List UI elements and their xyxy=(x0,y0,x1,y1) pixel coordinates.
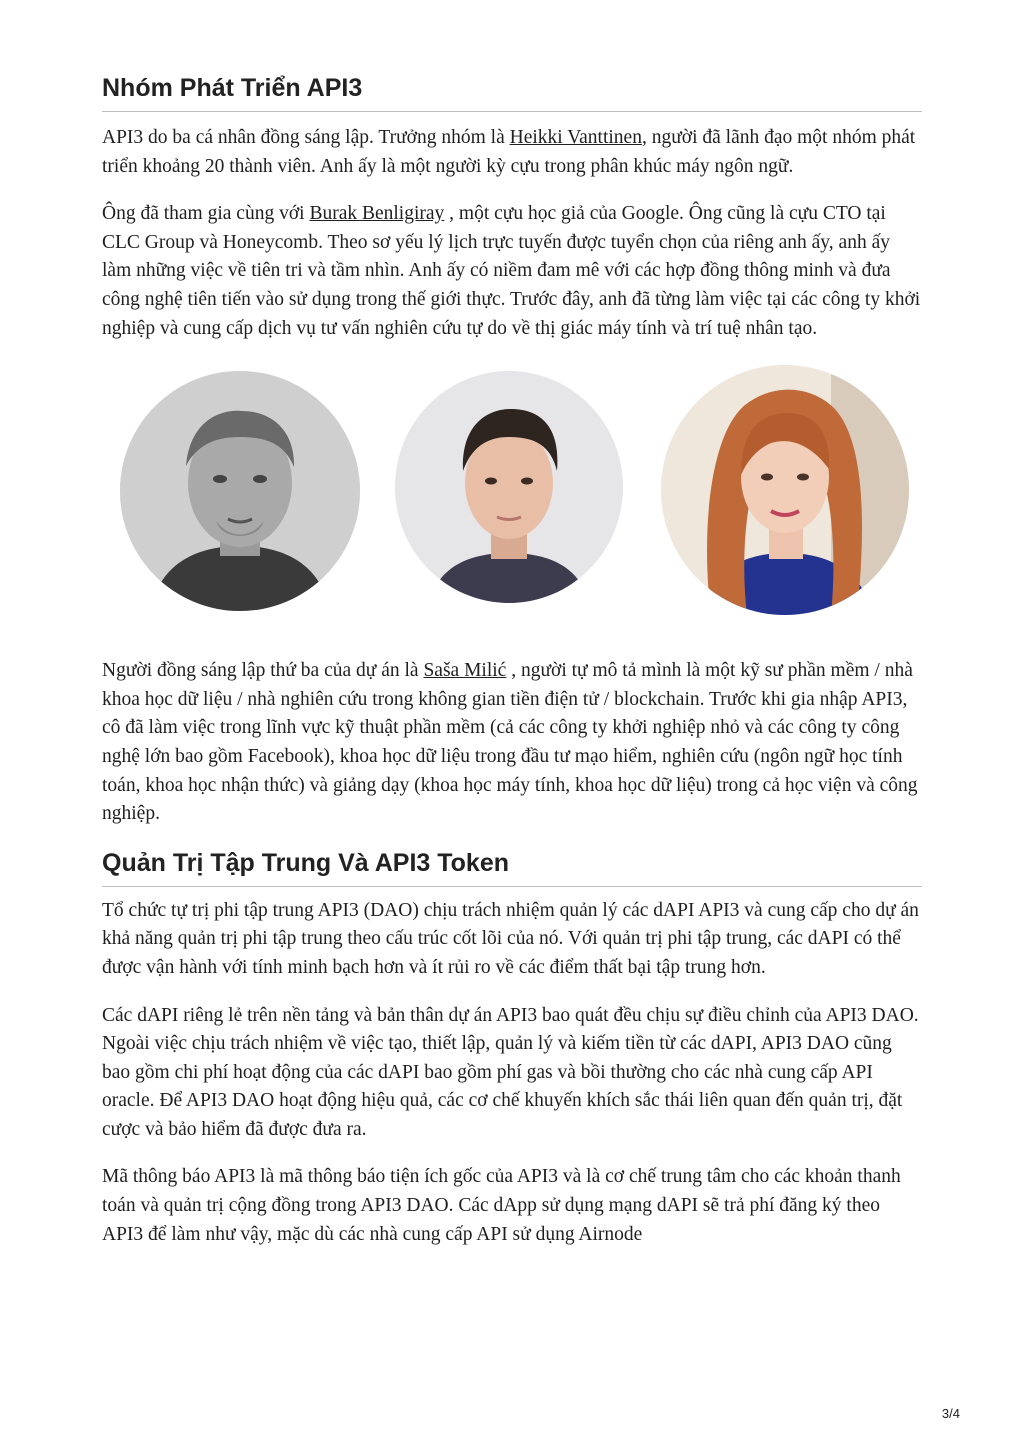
section-heading-governance: Quản Trị Tập Trung Và API3 Token xyxy=(102,849,922,887)
person-portrait-icon xyxy=(120,371,360,611)
founder-photo-3 xyxy=(661,365,909,615)
text-segment: , người tự mô tả mình là một kỹ sư phần mềm / nhà khoa học dữ liệu / nhà nghiên cứu trong không gian tiền điện tử / blockchain. Trước khi gia nhập API3, cô đã làm việc trong lĩnh vực kỹ thuật phần mềm (cả các công ty khởi nghiệp nhỏ và các công ty công nghệ lớn bao gồm Facebook), khoa học dữ liệu trong đầu tư mạo hiểm, nghiên cứu (ngôn ngữ học tính toán, khoa học nhận thức) và giảng dạy (khoa học máy tính, khoa học dữ liệu) trong cả học viện và công nghiệp. xyxy=(102,660,918,825)
paragraph-burak xyxy=(102,200,922,343)
text-segment: API3 do ba cá nhân đồng sáng lập. Trưởng nhóm là xyxy=(102,127,510,148)
text-segment: Ông đã tham gia cùng với xyxy=(102,203,310,225)
section-heading-team: Nhóm Phát Triển API3 xyxy=(102,74,922,112)
article xyxy=(102,70,922,1249)
founder-photo-2 xyxy=(395,371,623,603)
paragraph-sasa xyxy=(102,657,922,829)
link-burak-benligiray[interactable]: Burak Benligiray xyxy=(309,203,445,225)
person-portrait-icon xyxy=(661,365,909,615)
link-heikki-vanttinen[interactable]: Heikki Vanttinen xyxy=(509,127,642,148)
link-sasa-milic[interactable]: Saša Milić xyxy=(423,660,507,682)
founder-photos xyxy=(102,367,922,647)
person-portrait-icon xyxy=(395,371,623,603)
founder-photo-1 xyxy=(120,371,360,611)
text-segment: Người đồng sáng lập thứ ba của dự án là xyxy=(102,660,424,682)
paragraph-team-lead xyxy=(102,124,922,181)
paragraph-dao: Tổ chức tự trị phi tập trung API3 (DAO) chịu trách nhiệm quản lý các dAPI API3 và cung cấp cho dự án khả năng quản trị phi tập trung theo cấu trúc cốt lõi của nó. Với quản trị phi tập trung, các dAPI có thể được vận hành với tính minh bạch hơn và ít rủi ro về các điểm thất bại tập trung hơn. xyxy=(102,899,919,978)
page-number: 3/4 xyxy=(941,1406,960,1421)
text-segment: , một cựu học giả của Google. Ông cũng là cựu CTO tại CLC Group và Honeycomb. Theo sơ yếu lý lịch trực tuyến được tuyển chọn của riêng anh ấy, anh ấy làm những việc về tiên tri và tầm nhìn. Anh ấy có niềm đam mê với các hợp đồng thông minh và đưa công nghệ tiên tiến vào sử dụng trong thế giới thực. Trước đây, anh đã từng làm việc tại các công ty khởi nghiệp và cung cấp dịch vụ tư vấn nghiên cứu tự do về thị giác máy tính và trí tuệ nhân tạo. xyxy=(102,203,921,339)
paragraph-dapi: Các dAPI riêng lẻ trên nền tảng và bản thân dự án API3 bao quát đều chịu sự điều chỉnh của API3 DAO. Ngoài việc chịu trách nhiệm về việc tạo, thiết lập, quản lý và kiếm tiền từ các dAPI, API3 DAO cũng bao gồm chi phí hoạt động của các dAPI bao gồm phí gas và bồi thường cho các nhà cung cấp API oracle. Để API3 DAO hoạt động hiệu quả, các cơ chế khuyến khích sắc thái liên quan đến quản trị, đặt cược và bảo hiểm đã được đưa ra. xyxy=(102,1004,919,1140)
text-segment: , người đã lãnh đạo một nhóm phát triển khoảng 20 thành viên. Anh ấy là một người kỳ cựu trong phân khúc máy ngôn ngữ. xyxy=(102,127,916,177)
paragraph-token: Mã thông báo API3 là mã thông báo tiện ích gốc của API3 và là cơ chế trung tâm cho các khoản thanh toán và quản trị cộng đồng trong API3 DAO. Các dApp sử dụng mạng dAPI sẽ trả phí đăng ký theo API3 để làm như vậy, mặc dù các nhà cung cấp API sử dụng Airnode xyxy=(102,1166,901,1245)
